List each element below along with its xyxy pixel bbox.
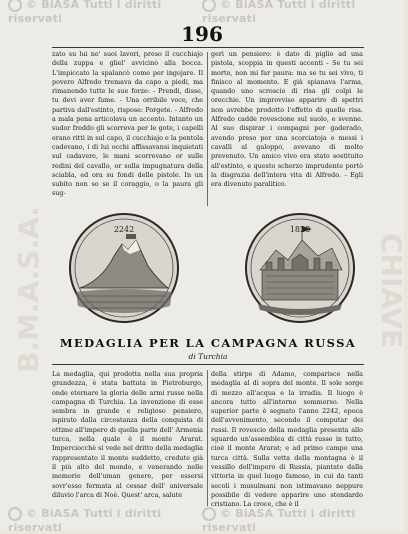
column-bottom-right: della stirpe di Adamo, comparisce nella medaglia al di sopra del monte. Il sole sorge di mezzo all'acqua e la irradia. Il luogo è ancora tutto all'intorno sommerso. Nella superior parte è segnato l'anno 2242, epoca dell'avvenimento, secondo il computar dei russi. Il rovescio della medaglia presenta allo sguardo un'assemblea di città russe in tutto, cioè il monte Ararat; e ad primo campo una turca città. Sulla vetta della montagna è il vessillo dell'impero di Russia, piantato dalla vittoria in quel luogo famoso, in cui da tanti secoli i musulmani non istimavano neppure possibile di vedere apparire uno stendardo cristiano. La croce, che è il [211, 370, 363, 509]
biasa-logo-icon [202, 0, 216, 12]
watermark-banner-top [0, 0, 404, 25]
medal-left-year: 2242 [113, 225, 135, 234]
column-top-left: zato su lui ne' suoi lavori, preso il cucchiajo della zuppa e gliel' avvicinò alla bocca. L'impiccato la spalancò come per ingojare. Il povero Alfredo tremava da capo a piedi, ma rimanendo tutte le sue forze: - Prendi, disse, tu devi aver fame. - Una orribile voce, che partiva dall'estinto, rispose: Porgete. - Alfredo a mala pena articolava un accento. Intanto un sudor freddo gli scorreva per le gote, i capelli erano ritti in sul capo, il cucchiajo e la pentola cadevano, i di lui occhi affissavansi inquietati sul cadavere, le mani scorrevano or sulle redini del cavallo, or sulla impugnatura della sciabla, ed ora su fondi delle pistole. In un subito non so se il coraggio, o la paura gli sug- [52, 50, 203, 198]
watermark-text-bottom: © BiASA Tutti i diritti riservati [8, 506, 162, 534]
article-title: MEDAGLIA PER LA CAMPAGNA RUSSA [59, 336, 357, 350]
medal-reverse [246, 214, 354, 322]
column-divider-top [207, 52, 208, 206]
biasa-logo-icon [202, 507, 216, 521]
header-rule [52, 47, 364, 48]
watermark-text-top-right: © BiASA Tutti i diritti riservati [202, 0, 396, 25]
watermark-text-top: © BiASA Tutti i diritti riservati [8, 0, 202, 25]
watermark-side-right: CHIAVE [375, 232, 408, 348]
biasa-logo-icon [8, 507, 22, 521]
column-divider-bottom [207, 370, 208, 506]
watermark-side-left: B.M.A.S.A. [12, 206, 45, 374]
watermark-text-bottom-right: © BiASA Tutti i diritti riservati [202, 506, 356, 534]
medal-obverse [70, 214, 178, 322]
medal-illustration [62, 210, 362, 328]
page-number: 196 [181, 22, 223, 46]
column-bottom-left: La medaglia, qui prodotta nella sua propria grandezza, è stata battuta in Pietroburgo, onde eternare la gloria delle armi russe nella campagna di Turchia. La invenzione di esse sembra in grande e religioso pensiero, ispirato dalla circostanza della conquista di ottime all'impero di quella parte dell' Armenia turca, nella quale è il monte Ararat. Imperciocchè si vede nel dritto della medaglia rappresentato il monte suddetto, credute già il più alto del mondo, e venerando nelle memorie dell'uman genere, per essersi sovr'esso fermata al cessar dell' universale diluvio l'arca di Noè. Quest' arca, salute [52, 370, 203, 499]
article-subtitle: di Turchia [188, 352, 228, 361]
title-rule [52, 364, 364, 365]
column-top-right: gerì un pensiero: è dato di piglio ad una pistola, scoppia in questi accenti - Se tu sei morto, non mi far paura: ma se tu sei vivo, ti finisco al momento. E già spianava l'arma, quando uno scroscio di risa gli colpì le orecchie. Un improvviso apparire di spettri non avrebbe prodotto l'effetto di quelle risa. Alfredo cadde rovescione sul suolo, e svenne. Al suo dispirar i compagni per gaderado, avendo preso per una scorciatoja e messi i cavalli al galoppo, avevano di molto prevenuto. Un amico vivo era stato sostituito all'estinto, e questo scherzo imprudente portò la disgrazia dell'intera vita di Alfredo. - Egli era divenuto paralitico. [211, 50, 363, 189]
medal-right-year: 1828 [289, 225, 311, 234]
biasa-logo-icon [8, 0, 22, 12]
watermark-banner-bottom [0, 506, 404, 534]
